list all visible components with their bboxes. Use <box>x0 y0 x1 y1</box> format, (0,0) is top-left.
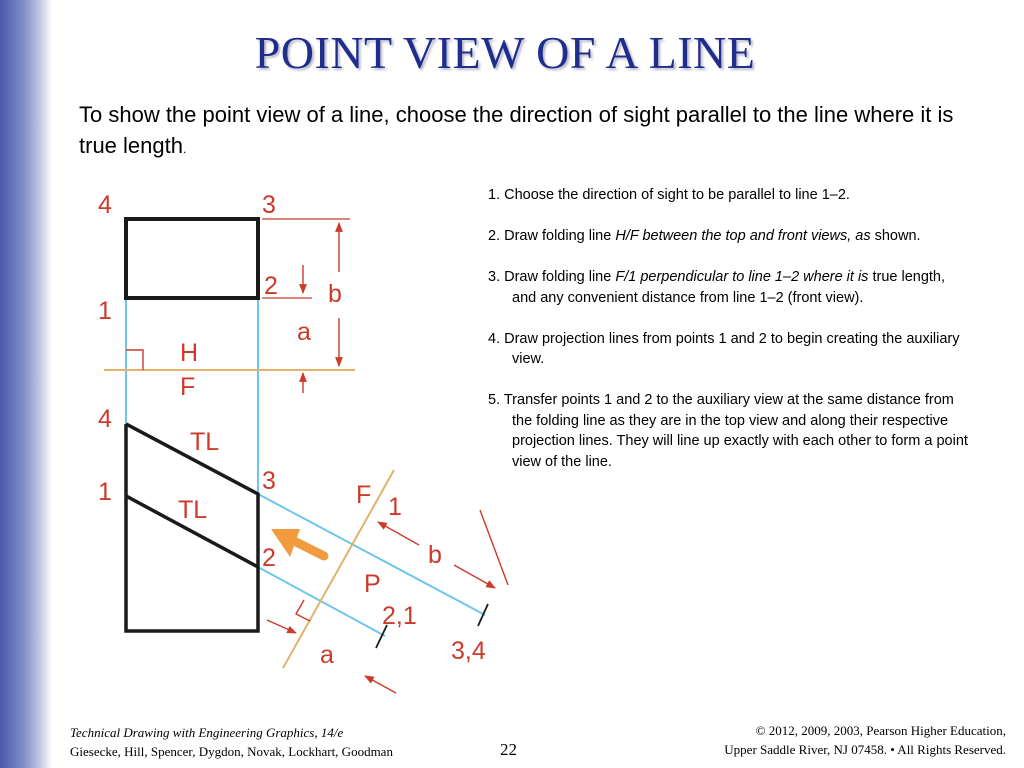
extension-line-aux-b <box>480 510 508 585</box>
right-angle-mark-aux <box>296 600 310 621</box>
label-fold-f: F <box>180 373 196 401</box>
label-aux-p: P <box>364 570 381 598</box>
label-top-2: 2 <box>264 272 278 300</box>
label-dim-a: a <box>297 318 311 346</box>
step-1-text: 1. Choose the direction of sight to be parallel to line 1–2. <box>488 187 850 203</box>
step-3-italic: F/1 perpendicular to line 1–2 where it is <box>615 269 869 285</box>
intro-main: To show the point view of a line, choose the direction of sight parallel to the line where it is true length <box>79 102 954 158</box>
folding-line-f1 <box>283 470 394 668</box>
tick-mark-34 <box>478 604 488 626</box>
page-number: 22 <box>500 740 517 759</box>
slide-side-bar <box>0 0 52 768</box>
label-front-1: 1 <box>98 478 112 506</box>
step-2-italic: H/F between the top and front views, as <box>615 228 871 244</box>
footer-copyright <box>724 721 1006 759</box>
top-view-rectangle <box>126 219 258 298</box>
label-dim-b-aux: b <box>428 541 442 569</box>
step-2-text: 2. Draw folding line <box>488 228 616 244</box>
dim-a-aux-arrow-2 <box>365 676 396 693</box>
slide-title: POINT VIEW OF A LINE <box>254 27 756 78</box>
copyright-line-1: © 2012, 2009, 2003, Pearson Higher Education, <box>755 723 1006 738</box>
label-top-3: 3 <box>262 191 276 219</box>
diagram-labels <box>98 191 486 669</box>
sight-arrow-icon <box>271 529 324 557</box>
step-2-rest: shown. <box>870 228 921 244</box>
label-dim-a-aux: a <box>320 641 334 669</box>
step-2 <box>488 226 968 247</box>
label-tl-upper: TL <box>190 428 220 456</box>
label-front-4: 4 <box>98 405 112 433</box>
step-3-rest: true length, and any convenient distance from line 1–2 (front view). <box>512 269 946 306</box>
label-aux-21: 2,1 <box>382 602 417 630</box>
step-3-text: 3. Draw folding line <box>488 269 616 285</box>
dim-b-aux-arrow-2 <box>454 565 495 588</box>
step-4 <box>488 329 968 370</box>
right-angle-mark-top <box>126 350 143 370</box>
point-view-diagram <box>90 185 510 700</box>
label-dim-b: b <box>328 280 342 308</box>
steps-list <box>488 185 968 493</box>
dim-a-aux-arrow-1 <box>267 620 296 633</box>
footer-citation <box>70 723 393 761</box>
intro-period: . <box>182 142 187 156</box>
label-aux-34: 3,4 <box>451 637 486 665</box>
intro-text <box>79 99 959 165</box>
label-front-2: 2 <box>262 544 276 572</box>
footer-book-title: Technical Drawing with Engineering Graphics, 14/e <box>70 725 344 740</box>
label-tl-lower: TL <box>178 496 208 524</box>
step-5 <box>488 390 968 472</box>
copyright-line-2: Upper Saddle River, NJ 07458. • All Rights Reserved. <box>724 742 1006 757</box>
label-top-4: 4 <box>98 191 112 219</box>
step-1 <box>488 185 968 206</box>
label-aux-f: F <box>356 481 372 509</box>
label-top-1: 1 <box>98 297 112 325</box>
label-front-3: 3 <box>262 467 276 495</box>
step-5-text: 5. Transfer points 1 and 2 to the auxiliary view at the same distance from the folding line as they are in the top view and along their respective projection lines. They will line up exactly with each other to form a point view of the line. <box>488 392 968 470</box>
dim-b-aux-arrow-1 <box>378 522 419 545</box>
step-4-text: 4. Draw projection lines from points 1 and 2 to begin creating the auxiliary view. <box>488 330 960 367</box>
step-3 <box>488 267 968 308</box>
label-fold-h: H <box>180 339 199 367</box>
footer-authors: Giesecke, Hill, Spencer, Dygdon, Novak, Lockhart, Goodman <box>70 744 393 759</box>
label-aux-1: 1 <box>388 493 402 521</box>
